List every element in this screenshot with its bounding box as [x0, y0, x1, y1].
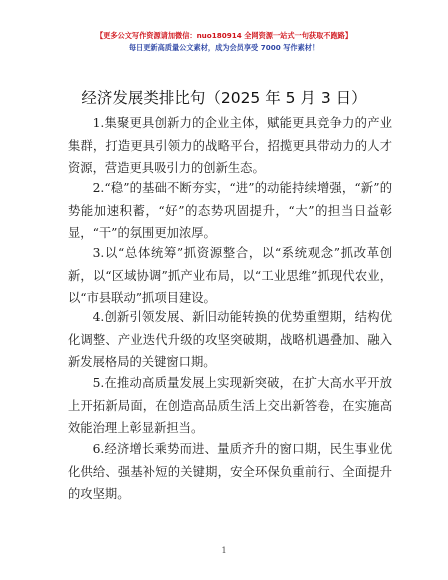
promo-banner-line1: 【更多公文写作资源请加微信：nuo180914 全网资源一站式一句获取不跑路】 — [95, 31, 353, 40]
paragraph-2: 2.“稳”的基础不断夯实，“进”的动能持续增强，“新”的势能加速积蓄，“好”的态势巩固提升，“大”的担当日益彰显，“干”的氛围更加浓厚。 — [68, 181, 392, 240]
paragraph-5: 5.在推动高质量发展上实现新突破，在扩大高水平开放上开拓新局面，在创造高品质生活上交出新答卷，在实施高效能治理上彰显新担当。 — [68, 376, 392, 435]
paragraph-4: 4.创新引领发展、新旧动能转换的优势重塑期，结构优化调整、产业迭代升级的攻坚突破期，战略机遇叠加、融入新发展格局的关键窗口期。 — [68, 310, 392, 369]
document-title: 经济发展类排比句（2025 年 5 月 3 日） — [81, 89, 367, 107]
page-number: 1 — [221, 546, 227, 555]
paragraph-3: 3.以“总体统筹”抓资源整合，以“系统观念”抓改革创新，以“区域协调”抓产业布局，以“工业思维”抓现代农业，以“市县联动”抓项目建设。 — [68, 246, 392, 305]
promo-banner-line2: 每日更新高质量公文素材，成为会员享受 7000 写作素材！ — [128, 43, 320, 52]
paragraph-1: 1.集聚更具创新力的企业主体，赋能更具竞争力的产业集群，打造更具引领力的战略平台，招揽更具带动力的人才资源，营造更具吸引力的创新生态。 — [68, 116, 392, 175]
paragraph-6: 6.经济增长乘势而进、量质齐升的窗口期，民生事业优化供给、强基补短的关键期，安全环保负重前行、全面提升的攻坚期。 — [68, 442, 392, 501]
